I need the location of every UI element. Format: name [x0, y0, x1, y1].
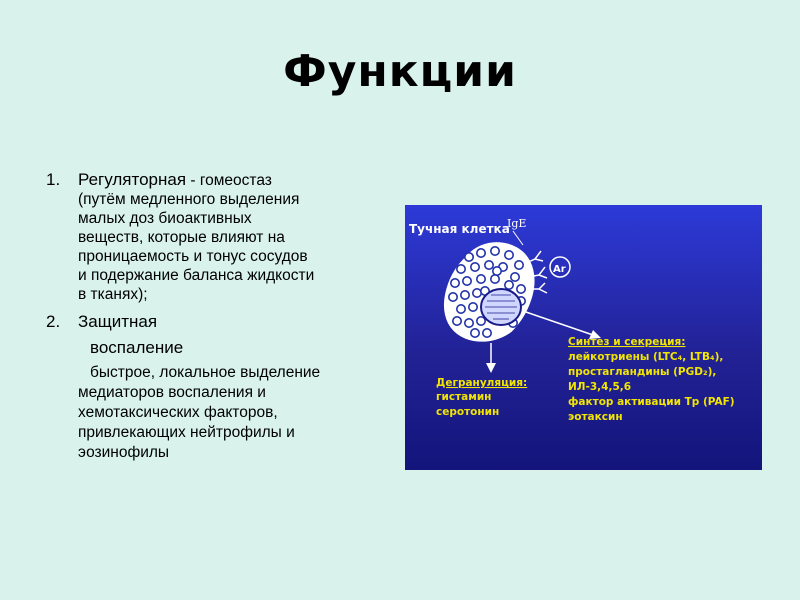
- synthesis-line: эотаксин: [568, 411, 623, 423]
- item-line: проницаемость и тонус сосудов: [78, 248, 308, 265]
- list-item-regulatory: [46, 170, 391, 304]
- degranulation-heading: Дегрануляция:: [436, 377, 528, 389]
- item-line: и подержание баланса жидкости: [78, 267, 315, 284]
- item-subheading: - гомеостаз: [186, 172, 272, 189]
- granule: [491, 247, 499, 255]
- item-heading: Защитная: [78, 312, 158, 331]
- granule: [465, 319, 473, 327]
- granule: [469, 303, 477, 311]
- degranulation-item: гистамин: [436, 391, 492, 403]
- granule: [473, 289, 481, 297]
- item-description: [78, 363, 391, 463]
- list-item-protective: [46, 312, 391, 463]
- item-line: веществ, которые влияют на: [78, 229, 285, 246]
- list-number: 2.: [46, 312, 61, 331]
- mast-cell-figure: [405, 205, 762, 470]
- item-line: эозинофилы: [78, 444, 170, 461]
- ige-pointer: [513, 231, 523, 245]
- granule: [463, 277, 471, 285]
- granule: [517, 285, 525, 293]
- granule: [493, 267, 501, 275]
- synthesis-line: лейкотриены (LTC₄, LTB₄),: [568, 351, 724, 363]
- synthesis-line: ИЛ-3,4,5,6: [568, 381, 632, 393]
- granule: [485, 261, 493, 269]
- cell-label: Тучная клетка: [409, 222, 510, 236]
- granule: [483, 329, 491, 337]
- item-line: в тканях);: [78, 286, 148, 303]
- slide-title: Функции: [283, 46, 517, 97]
- synthesis-line: фактор активации Тр (PAF): [568, 396, 735, 408]
- granule: [477, 275, 485, 283]
- granule: [449, 293, 457, 301]
- granule: [515, 261, 523, 269]
- item-line: (путём медленного выделения: [78, 191, 300, 208]
- degranulation-item: серотонин: [436, 406, 500, 418]
- item-heading: Регуляторная: [78, 170, 187, 189]
- granule: [491, 275, 499, 283]
- item-line: быстрое, локальное выделение: [90, 364, 321, 381]
- mast-cell-diagram: [405, 205, 762, 470]
- degranulation-arrowhead: [486, 363, 496, 373]
- item-line: привлекающих нейтрофилы и: [78, 424, 295, 441]
- granule: [477, 249, 485, 257]
- granule: [505, 281, 513, 289]
- synthesis-line: простагландины (PGD₂),: [568, 366, 717, 378]
- granule: [505, 251, 513, 259]
- granule: [471, 329, 479, 337]
- granule: [471, 263, 479, 271]
- granule: [457, 265, 465, 273]
- list-number: 1.: [46, 170, 61, 189]
- granule: [461, 291, 469, 299]
- antigen-label: Ar: [553, 264, 566, 275]
- item-line: хемотаксических факторов,: [78, 404, 278, 421]
- item-subheading: воспаление: [90, 338, 184, 357]
- item-line: малых доз биоактивных: [78, 210, 252, 227]
- synthesis-heading: Синтез и секреция:: [568, 336, 686, 348]
- granule: [451, 279, 459, 287]
- synthesis-arrow: [523, 311, 593, 335]
- granule: [453, 317, 461, 325]
- granule: [457, 305, 465, 313]
- granule: [511, 273, 519, 281]
- ige-label: IgE: [507, 217, 527, 230]
- granule: [465, 253, 473, 261]
- item-line: медиаторов воспаления и: [78, 384, 266, 401]
